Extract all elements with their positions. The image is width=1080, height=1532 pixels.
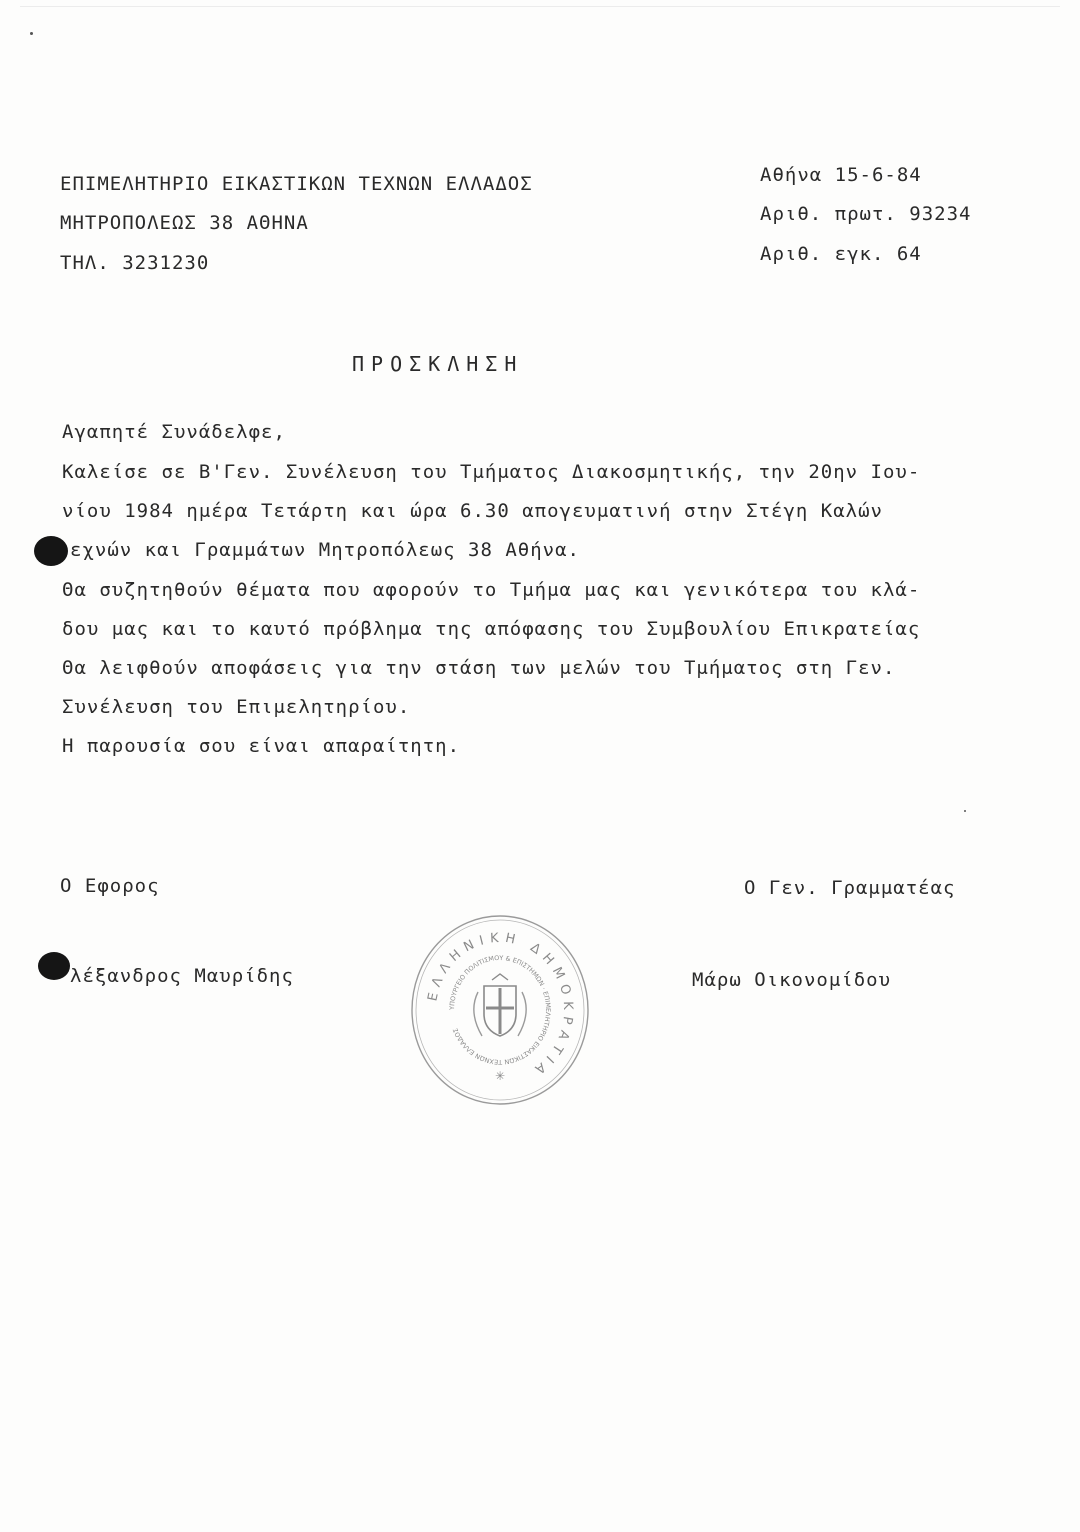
signer-left-name: λέξανδρος Μαυρίδης <box>70 965 294 987</box>
ink-blot <box>38 952 70 980</box>
scan-speck <box>30 32 33 35</box>
svg-text:✳: ✳ <box>494 1069 506 1083</box>
scan-edge-line <box>20 6 1060 7</box>
scan-speck <box>964 810 966 812</box>
org-address: ΜΗΤΡΟΠΟΛΕΩΣ 38 ΑΘΗΝΑ <box>60 212 309 234</box>
body-line: εχνών και Γραμμάτων Μητροπόλεως 38 Αθήνα. <box>70 539 580 561</box>
body-line: νίου 1984 ημέρα Τετάρτη και ώρα 6.30 απογευματινή στην Στέγη Καλών <box>62 500 883 522</box>
body-line: Θα λειφθούν αποφάσεις για την στάση των μελών του Τμήματος στη Γεν. <box>62 657 896 679</box>
signer-right-role: Ο Γεν. Γραμματέας <box>744 877 956 899</box>
place-date: Αθήνα 15-6-84 <box>760 164 922 186</box>
protocol-number: Αριθ. πρωτ. 93234 <box>760 203 972 225</box>
signer-right-name: Μάρω Οικονομίδου <box>692 969 892 991</box>
body-line: Καλείσε σε Β'Γεν. Συνέλευση του Τμήματος Διακοσμητικής, την 20ην Ιου- <box>62 461 921 483</box>
official-stamp <box>408 912 592 1108</box>
body-line: Η παρουσία σου είναι απαραίτητη. <box>62 735 461 757</box>
ink-blot <box>34 536 68 566</box>
body-line: Θα συζητηθούν θέματα που αφορούν το Τμήμα μας και γενικότερα του κλά- <box>62 579 921 601</box>
org-phone: ΤΗΛ. 3231230 <box>60 252 210 274</box>
svg-text:ΥΠΟΥΡΓΕΙΟ ΠΟΛΙΤΙΣΜΟΥ & ΕΠΙΣΤΗΜ: ΥΠΟΥΡΓΕΙΟ ΠΟΛΙΤΙΣΜΟΥ & ΕΠΙΣΤΗΜΩΝ · ΕΠΙΜΕΛΗΤΗΡΙΟ ΕΙΚΑΣΤΙΚΩΝ ΤΕΧΝΩΝ ΕΛΛΑΔΟΣ <box>447 953 553 1067</box>
org-name: ΕΠΙΜΕΛΗΤΗΡΙΟ ΕΙΚΑΣΤΙΚΩΝ ΤΕΧΝΩΝ ΕΛΛΑΔΟΣ <box>60 173 533 195</box>
circular-number: Αριθ. εγκ. 64 <box>760 243 922 265</box>
salutation: Αγαπητέ Συνάδελφε, <box>62 421 286 443</box>
signer-left-role: Ο Εφορος <box>60 875 160 897</box>
svg-text:ΕΛΛΗΝΙΚΗ ΔΗΜΟΚΡΑΤΙΑ: ΕΛΛΗΝΙΚΗ ΔΗΜΟΚΡΑΤΙΑ <box>425 930 576 1080</box>
body-line: δου μας και το καυτό πρόβλημα της απόφασης του Συμβουλίου Επικρατείας <box>62 618 921 640</box>
body-line: Συνέλευση του Επιμελητηρίου. <box>62 696 411 718</box>
document-title: ΠΡΟΣΚΛΗΣΗ <box>352 352 524 376</box>
